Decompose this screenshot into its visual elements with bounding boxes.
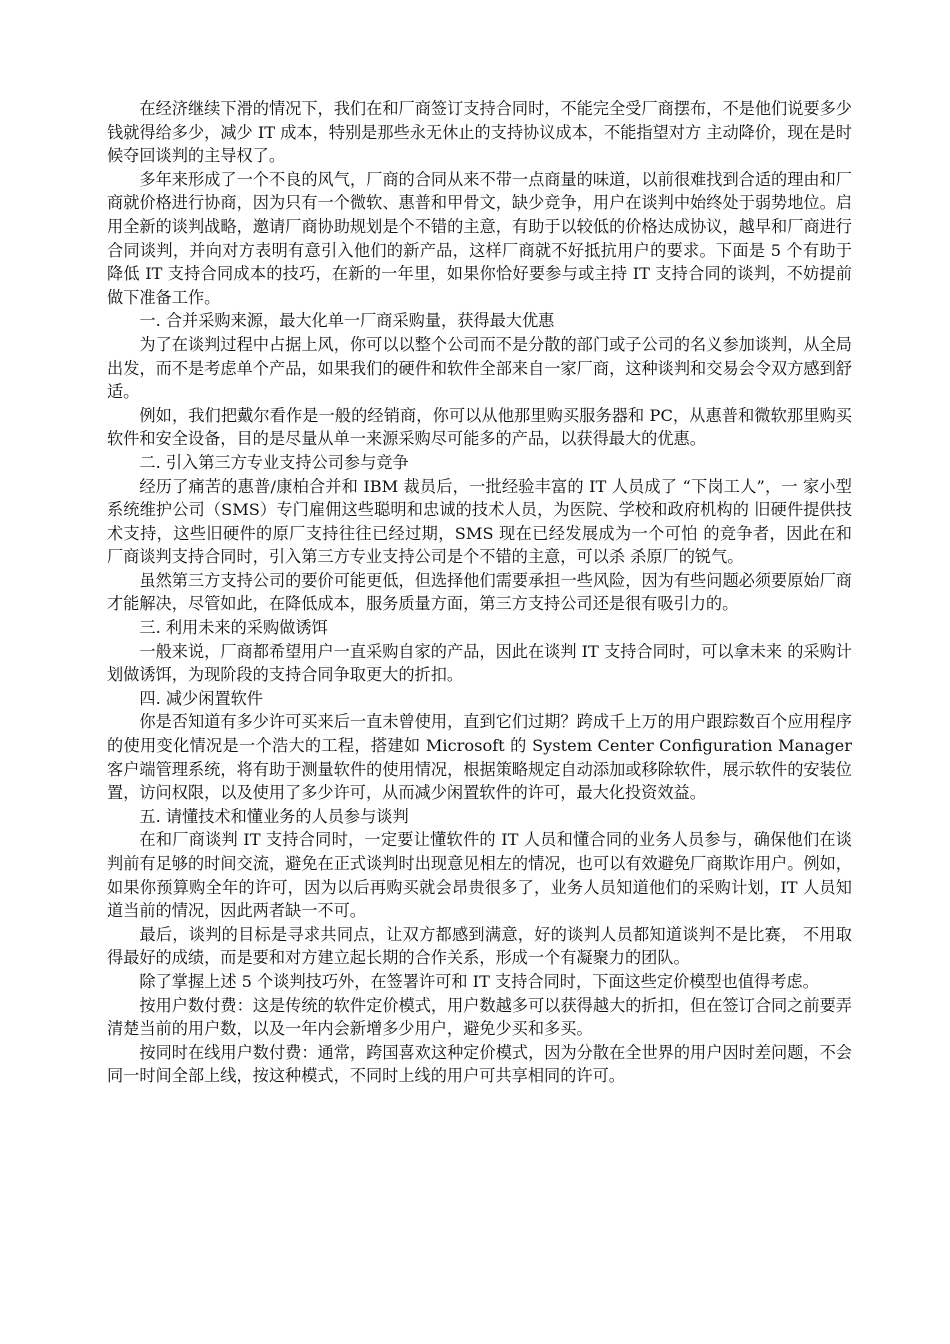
paragraph: 你是否知道有多少许可买来后一直未曾使用，直到它们过期？跨成千上万的用户跟踪数百个应用程序的使用变化情况是一个浩大的工程，搭建如 Microsoft 的 System Center Configuration Manager 客户端管理系统，将有助于测量软件的使用情况，根据策略规定自动添加或移除软件，展示软件的安装位置，访问权限，以及使用了多少许可，从而减少闲置软件的许可，最大化投资效益。 xyxy=(107,712,852,803)
paragraph: 为了在谈判过程中占据上风，你可以以整个公司而不是分散的部门或子公司的名义参加谈判，从全局出发，而不是考虑单个产品，如果我们的硬件和软件全部来自一家厂商，这种谈判和交易会令双方感到舒适。 xyxy=(107,334,852,402)
section-heading: 一. 合并采购来源，最大化单一厂商采购量，获得最大优惠 xyxy=(139,311,555,331)
document-page xyxy=(107,97,852,1088)
paragraph: 除了掌握上述 5 个谈判技巧外，在签署许可和 IT 支持合同时，下面这些定价模型也值得考虑。 xyxy=(139,971,819,991)
paragraph: 经历了痛苦的惠普/康柏合并和 IBM 裁员后，一批经验丰富的 IT 人员成了 “下岗工人”，一 家小型系统维护公司（SMS）专门雇佣这些聪明和忠诚的技术人员，为医院、学校和政府机构的 旧硬件提供技术支持，这些旧硬件的原厂支持往往已经过期，SMS 现在已经发展成为一个可怕 的竞争者，因此在和厂商谈判支持合同时，引入第三方专业支持公司是个不错的主意，可以杀 杀原厂的锐气。 xyxy=(107,476,852,567)
paragraph: 在和厂商谈判 IT 支持合同时，一定要让懂软件的 IT 人员和懂合同的业务人员参与，确保他们在谈判前有足够的时间交流，避免在正式谈判时出现意见相左的情况，也可以有效避免厂商欺诈用户。例如，如果你预算购全年的许可，因为以后再购买就会昂贵很多了，业务人员知道他们的采购计划，IT 人员知道当前的情况，因此两者缺一不可。 xyxy=(107,830,852,921)
paragraph: 一般来说，厂商都希望用户一直采购自家的产品，因此在谈判 IT 支持合同时，可以拿未来 的采购计划做诱饵，为现阶段的支持合同争取更大的折扣。 xyxy=(107,641,852,685)
section-heading: 四. 减少闲置软件 xyxy=(139,688,263,708)
paragraph: 最后，谈判的目标是寻求共同点，让双方都感到满意，好的谈判人员都知道谈判不是比赛， 不用取得最好的成绩，而是要和对方建立起长期的合作关系，形成一个有凝聚力的团队。 xyxy=(107,924,852,968)
paragraph: 按同时在线用户数付费：通常，跨国喜欢这种定价模式，因为分散在全世界的用户因时差问题，不会同一时间全部上线，按这种模式，不同时上线的用户可共享相同的许可。 xyxy=(107,1042,852,1086)
paragraph: 例如，我们把戴尔看作是一般的经销商，你可以从他那里购买服务器和 PC，从惠普和微软那里购买软件和安全设备，目的是尽量从单一来源采购尽可能多的产品，以获得最大的优惠。 xyxy=(107,405,852,449)
paragraph: 按用户数付费：这是传统的软件定价模式，用户数越多可以获得越大的折扣，但在签订合同之前要弄清楚当前的用户数，以及一年内会新增多少用户，避免少买和多买。 xyxy=(107,995,852,1039)
section-heading: 二. 引入第三方专业支持公司参与竞争 xyxy=(139,452,409,472)
paragraph: 虽然第三方支持公司的要价可能更低，但选择他们需要承担一些风险，因为有些问题必须要原始厂商才能解决，尽管如此，在降低成本，服务质量方面，第三方支持公司还是很有吸引力的。 xyxy=(107,570,852,614)
section-heading: 五. 请懂技术和懂业务的人员参与谈判 xyxy=(139,806,409,826)
paragraph: 在经济继续下滑的情况下，我们在和厂商签订支持合同时，不能完全受厂商摆布，不是他们说要多少钱就得给多少，减少 IT 成本，特别是那些永无休止的支持协议成本，不能指望对方 主动降价，现在是时候夺回谈判的主导权了。 xyxy=(107,99,852,166)
section-heading: 三. 利用未来的采购做诱饵 xyxy=(139,618,328,638)
paragraph: 多年来形成了一个不良的风气，厂商的合同从来不带一点商量的味道，以前很难找到合适的理由和厂商就价格进行协商，因为只有一个微软、惠普和甲骨文，缺少竞争，用户在谈判中始终处于弱势地位。启用全新的谈判战略，邀请厂商协助规划是个不错的主意，有助于以较低的价格达成协议，越早和厂商进行合同谈判，并向对方表明有意引入他们的新产品，这样厂商就不好抵抗用户的要求。下面是 5 个有助于降低 IT 支持合同成本的技巧，在新的一年里，如果你恰好要参与或主持 IT 支持合同的谈判，不妨提前做下准备工作。 xyxy=(107,169,852,307)
